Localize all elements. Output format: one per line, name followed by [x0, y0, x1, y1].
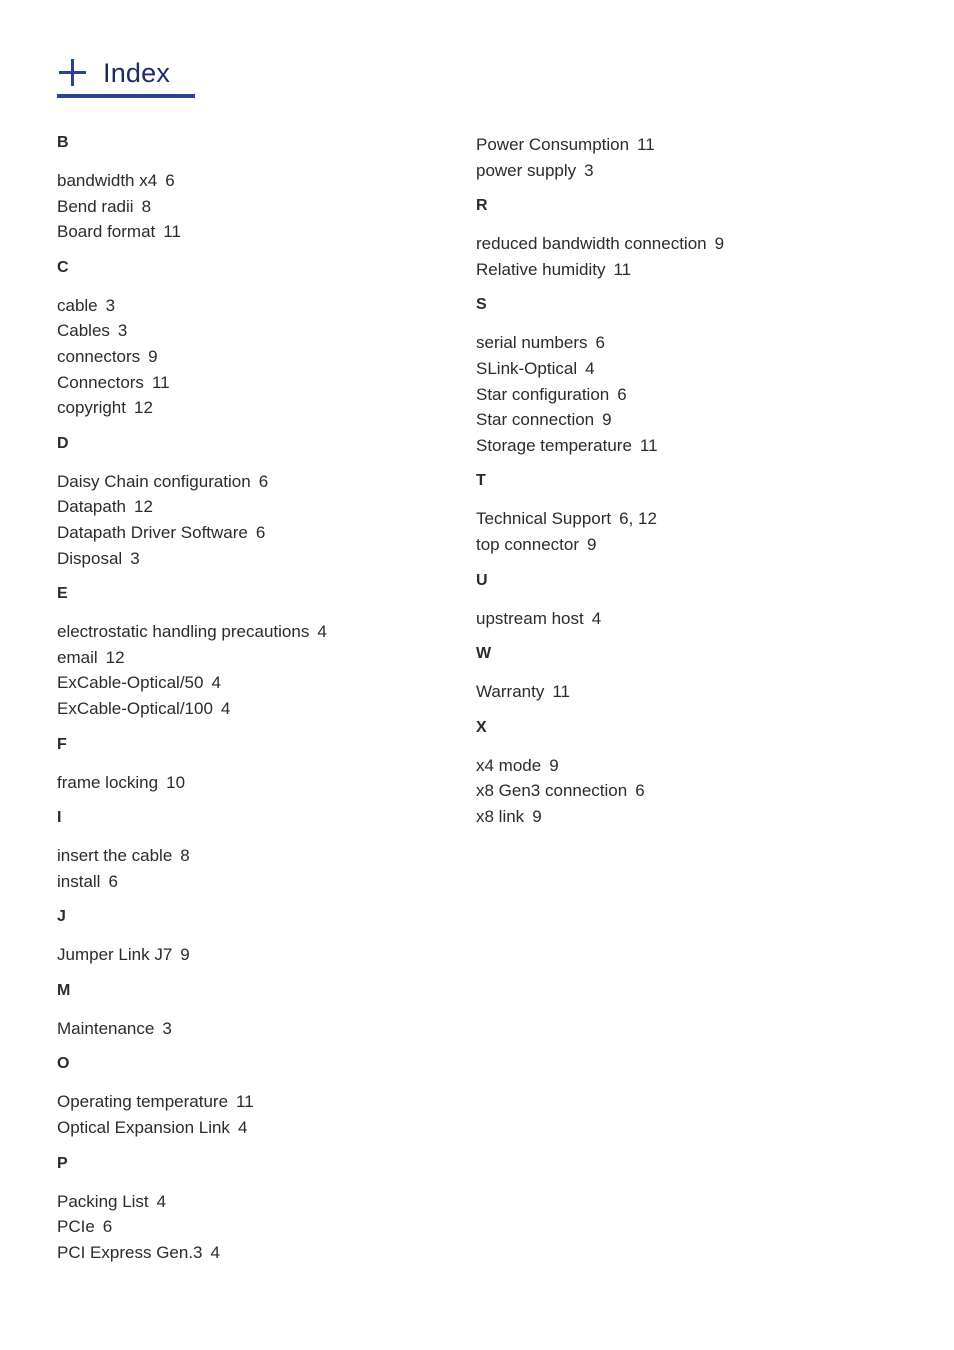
index-page-numbers: 9	[587, 534, 597, 554]
index-page-numbers: 6	[617, 384, 627, 404]
index-term: SLink-Optical	[476, 358, 578, 378]
index-term: Connectors	[57, 372, 144, 392]
index-page-numbers: 12	[133, 398, 153, 418]
index-term: Bend radii	[57, 196, 134, 216]
index-section	[57, 906, 457, 968]
index-term: email	[57, 647, 98, 667]
index-entry	[57, 696, 457, 722]
index-page-numbers: 4	[211, 673, 221, 693]
index-entry	[476, 257, 876, 283]
index-term: electrostatic handling precautions	[57, 622, 310, 642]
index-entry	[476, 158, 876, 184]
index-term: x8 link	[476, 806, 525, 826]
index-term: reduced bandwidth connection	[476, 234, 707, 254]
index-page-numbers: 11	[236, 1092, 254, 1112]
index-term: PCI Express Gen.3	[57, 1242, 203, 1262]
index-term: power supply	[476, 160, 577, 180]
index-entry	[57, 942, 457, 968]
index-page-numbers: 6	[255, 522, 266, 542]
index-page-numbers: 6	[595, 333, 605, 353]
index-page-numbers: 6	[635, 781, 645, 801]
index-entry	[476, 407, 876, 433]
section-letter: U	[476, 571, 488, 589]
index-entry-list	[57, 843, 457, 894]
section-letter: R	[476, 197, 488, 215]
index-column-right	[476, 132, 876, 842]
section-letter: F	[57, 735, 67, 753]
index-entry-list	[476, 132, 876, 183]
index-entry	[57, 318, 457, 344]
index-entry	[57, 168, 457, 194]
page-title: Index	[103, 58, 171, 88]
section-letter: M	[57, 981, 71, 999]
index-page-numbers: 11	[552, 682, 570, 702]
index-entry	[57, 293, 457, 319]
index-page-numbers: 4	[317, 622, 327, 642]
index-page-numbers: 3	[117, 321, 128, 341]
index-entry	[476, 753, 876, 779]
index-page-numbers: 11	[163, 222, 181, 242]
index-section	[57, 734, 457, 796]
index-term: serial numbers	[476, 333, 588, 353]
index-entry	[57, 1214, 457, 1240]
index-entry	[57, 869, 457, 895]
index-entry	[476, 778, 876, 804]
index-entry	[476, 804, 876, 830]
index-entry	[476, 506, 876, 532]
index-term: Datapath Driver Software	[57, 522, 248, 542]
plus-icon-vertical-bar	[71, 59, 74, 86]
index-entry	[57, 645, 457, 671]
index-term: Star connection	[476, 410, 595, 430]
index-entry-list	[57, 1016, 457, 1042]
index-page-numbers: 10	[166, 772, 186, 792]
index-term: Operating temperature	[57, 1092, 229, 1112]
index-section	[476, 470, 876, 557]
section-letter: B	[57, 134, 69, 151]
index-term: ExCable-Optical/50	[57, 673, 204, 693]
index-page-numbers: 3	[130, 548, 140, 568]
index-page-numbers: 8	[141, 196, 152, 216]
index-entry	[476, 132, 876, 158]
index-term: Board format	[57, 222, 156, 242]
index-term: Packing List	[57, 1191, 149, 1211]
index-term: Disposal	[57, 548, 123, 568]
index-term: x4 mode	[476, 755, 542, 775]
index-term: Power Consumption	[476, 135, 630, 154]
index-section	[57, 1153, 457, 1266]
index-entry-list	[57, 1089, 457, 1140]
index-entry-list	[57, 293, 457, 421]
index-entry-list	[57, 942, 457, 968]
section-letter: W	[476, 645, 492, 663]
index-page-numbers: 6	[165, 171, 175, 190]
index-term: insert the cable	[57, 846, 173, 866]
index-term: Optical Expansion Link	[57, 1118, 230, 1138]
index-term: Datapath	[57, 497, 126, 517]
index-entry-list	[57, 1189, 457, 1266]
index-page-numbers: 11	[639, 435, 658, 455]
index-page-numbers: 3	[584, 160, 594, 180]
index-entry-list	[476, 753, 876, 830]
index-page-numbers: 9	[714, 234, 725, 254]
index-entry	[476, 679, 876, 705]
index-page-numbers: 4	[237, 1118, 248, 1138]
plus-icon	[59, 59, 86, 86]
index-entry-list	[57, 168, 457, 245]
index-term: install	[57, 871, 101, 891]
section-letter: E	[57, 585, 68, 603]
index-entry	[57, 1115, 457, 1141]
index-entry	[57, 1016, 457, 1042]
index-section	[476, 294, 876, 458]
index-term: Cables	[57, 321, 110, 341]
index-page-numbers: 9	[532, 806, 542, 826]
index-section	[476, 570, 876, 632]
index-entry	[57, 219, 457, 245]
index-term: x8 Gen3 connection	[476, 781, 628, 801]
index-entry	[476, 606, 876, 632]
index-page-numbers: 6, 12	[619, 509, 657, 529]
index-page-numbers: 4	[585, 358, 595, 378]
index-page-numbers: 9	[148, 346, 158, 366]
index-page-numbers: 11	[637, 135, 655, 154]
index-entry-list	[57, 469, 457, 571]
index-entry	[57, 494, 457, 520]
index-entry	[57, 344, 457, 370]
index-term: connectors	[57, 346, 141, 366]
index-entry-list	[57, 770, 457, 796]
index-page-numbers: 11	[613, 259, 632, 279]
index-entry-list	[57, 619, 457, 721]
index-term: Daisy Chain configuration	[57, 471, 251, 491]
index-page-numbers: 4	[220, 698, 231, 718]
section-letter: T	[476, 472, 486, 490]
index-page-numbers: 6	[258, 471, 269, 491]
index-term: Storage temperature	[476, 435, 632, 455]
title-underline	[57, 94, 195, 98]
index-term: Star configuration	[476, 384, 610, 404]
index-entry	[476, 433, 876, 459]
index-section	[57, 980, 457, 1042]
index-entry	[57, 395, 457, 421]
index-entry-list	[476, 330, 876, 458]
index-page-numbers: 4	[591, 608, 602, 628]
index-entry	[57, 370, 457, 396]
index-page-numbers: 8	[180, 846, 190, 866]
index-page-numbers: 9	[549, 755, 559, 775]
index-entry	[57, 670, 457, 696]
index-entry	[57, 546, 457, 572]
index-section	[57, 433, 457, 571]
index-term: top connector	[476, 534, 580, 554]
index-entry	[57, 520, 457, 546]
index-term: Relative humidity	[476, 259, 606, 279]
index-term: Technical Support	[476, 509, 612, 529]
index-section	[476, 195, 876, 282]
index-section	[476, 132, 876, 183]
index-page-numbers: 12	[134, 497, 153, 517]
section-letter: J	[57, 908, 66, 926]
index-term: Jumper Link J7	[57, 945, 173, 965]
index-page-numbers: 9	[602, 410, 612, 430]
index-page-numbers: 4	[210, 1242, 220, 1262]
index-entry-list	[476, 679, 876, 705]
index-page-numbers: 3	[105, 295, 116, 315]
index-section	[57, 257, 457, 421]
index-entry	[57, 843, 457, 869]
section-letter: I	[57, 809, 62, 827]
index-page-numbers: 4	[156, 1191, 167, 1211]
section-letter: S	[476, 296, 487, 314]
index-page-numbers: 12	[105, 647, 125, 667]
index-entry-list	[476, 606, 876, 632]
index-entry	[57, 1089, 457, 1115]
index-term: ExCable-Optical/100	[57, 698, 213, 718]
index-section	[57, 583, 457, 721]
index-entry	[57, 1240, 457, 1266]
index-entry	[476, 532, 876, 558]
index-page-numbers: 3	[162, 1018, 172, 1038]
index-entry-list	[476, 231, 876, 282]
index-term: frame locking	[57, 772, 159, 792]
index-term: bandwidth x4	[57, 171, 158, 190]
index-term: cable	[57, 295, 98, 315]
index-term: Maintenance	[57, 1018, 155, 1038]
index-page-numbers: 6	[108, 871, 118, 891]
index-section	[57, 807, 457, 894]
section-letter: O	[57, 1055, 70, 1073]
page-header	[57, 56, 197, 100]
index-section	[476, 643, 876, 705]
index-page-numbers: 9	[180, 945, 190, 965]
section-letter: X	[476, 718, 487, 736]
index-entry	[57, 1189, 457, 1215]
section-letter: P	[57, 1154, 68, 1172]
index-entry	[476, 382, 876, 408]
index-entry	[476, 231, 876, 257]
index-entry	[476, 330, 876, 356]
index-entry	[57, 770, 457, 796]
index-entry-list	[476, 506, 876, 557]
index-section	[57, 1053, 457, 1140]
index-term: upstream host	[476, 608, 584, 628]
index-section	[57, 132, 457, 245]
index-section	[476, 717, 876, 830]
index-term: PCIe	[57, 1217, 95, 1237]
index-entry	[57, 619, 457, 645]
index-term: copyright	[57, 398, 126, 418]
section-letter: D	[57, 434, 69, 452]
index-page-numbers: 6	[102, 1217, 113, 1237]
index-column-left	[57, 132, 457, 1277]
index-entry	[476, 356, 876, 382]
index-entry	[57, 194, 457, 220]
index-page-numbers: 11	[151, 372, 170, 392]
index-entry	[57, 469, 457, 495]
index-term: Warranty	[476, 682, 545, 702]
section-letter: C	[57, 258, 69, 276]
